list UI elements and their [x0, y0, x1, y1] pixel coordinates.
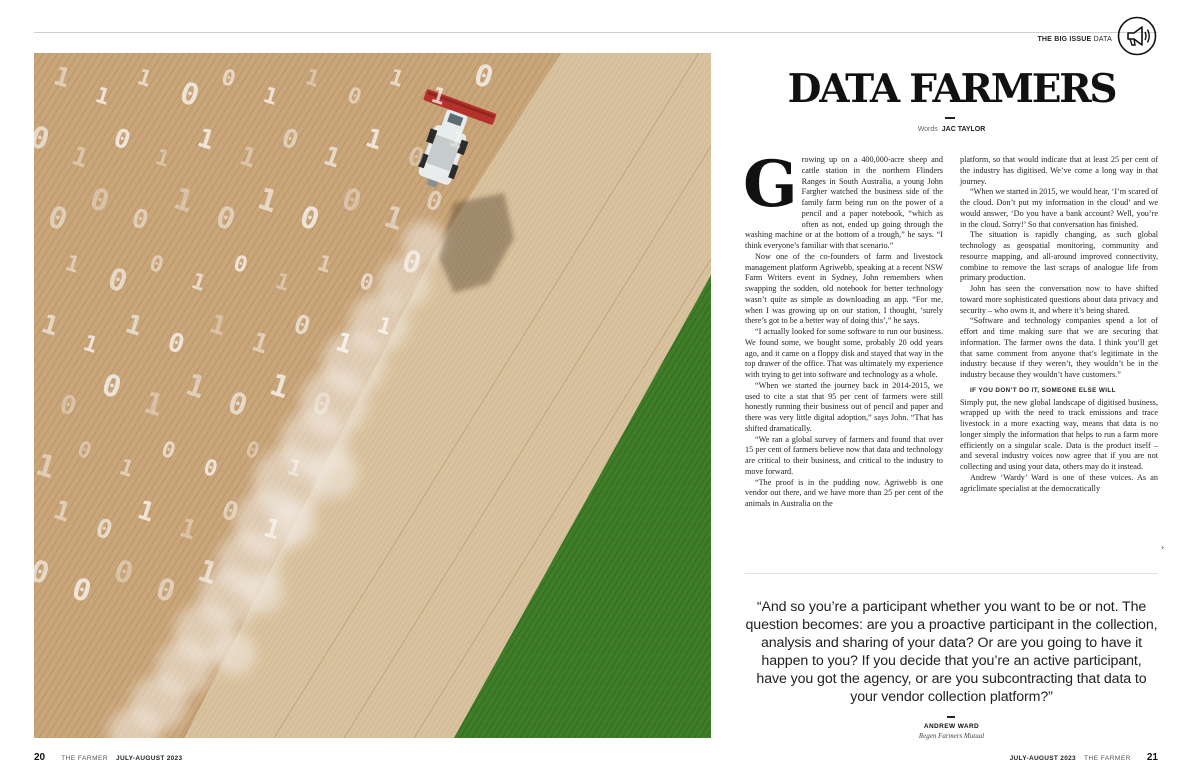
binary-digit: 0	[403, 141, 428, 175]
pull-quote: “And so you’re a participant whether you want to be or not. The question becomes: are you a proactive participant in the collection, analysis and sharing of your data? Or are you going to have it happen to you? If you decide that you’re an active participant, have you got the agency, or are you subcontracting that data to your vendor collection platform?”	[745, 599, 1158, 706]
paragraph: “We ran a global survey of farmers and found that over 15 per cent of farmers believe now that data and technology are critical to their business, and critical to the industry to move forward.	[745, 434, 943, 476]
section-divider	[745, 573, 1158, 574]
binary-digit: 1	[265, 367, 294, 407]
binary-digit: 0	[163, 327, 188, 361]
binary-digit: 0	[218, 64, 239, 93]
quote-attribution-org: Regen Farmers Mutual	[918, 732, 985, 740]
section-tag-light: DATA	[1093, 36, 1112, 43]
binary-digit: 1	[34, 447, 60, 487]
binary-digit: 0	[85, 181, 114, 221]
binary-digit: 0	[230, 250, 251, 279]
binary-digit: 1	[134, 64, 155, 93]
paragraph: Andrew ‘Wardy’ Ward is one of these voices. As an agriclimate specialist at the democratically	[960, 472, 1158, 493]
binary-digit: 1	[379, 199, 408, 239]
section-tag-bold: THE BIG ISSUE	[1037, 36, 1092, 43]
binary-digit: 1	[272, 268, 293, 297]
paragraph: The situation is rapidly changing, as such global technology as geospatial monitoring, community and resource mapping, and all-around improved connectivity, combine to remove the last scraps of analogue life from primary production.	[960, 230, 1158, 283]
magazine-name-left: THE FARMER	[61, 755, 109, 762]
paragraph: John has seen the conversation now to have shifted toward more sophisticated questions about data privacy and security – who owns it, and where it’s being shared.	[960, 284, 1158, 315]
binary-digit: 0	[223, 385, 252, 425]
issue-date-right: JULY-AUGUST 2023	[1009, 755, 1076, 762]
byline-label: Words	[917, 126, 938, 133]
binary-digit: 1	[169, 181, 198, 221]
megaphone-icon	[1117, 16, 1157, 56]
binary-digit: 1	[116, 454, 137, 483]
paragraph: Simply put, the new global landscape of digitised business, wrapped up with the need to track emissions and trace livestock in a more exacting way, means that data is no longer simply the information that helps to run a farm more efficiently on a singular scale. Data is the product itself – and several industry voices now agree that if you are not collecting and using your data, others may do it instead.	[960, 397, 1158, 471]
binary-digit: 0	[307, 385, 336, 425]
paragraph: “When we started the journey back in 2014-2015, we used to cite a stat that 95 per cent of farmers were still honestly running their business out of pencil and paper and there was very little digital adoption,” says John. “That has shifted dramatically.	[745, 380, 943, 433]
binary-digit: 0	[158, 436, 179, 465]
binary-digit: 0	[146, 250, 167, 279]
binary-digit: 0	[344, 82, 365, 111]
binary-digit: 0	[127, 203, 152, 237]
title-dash	[945, 117, 955, 119]
binary-digit: 1	[92, 82, 113, 111]
binary-digit: 0	[34, 119, 54, 159]
binary-digit: 1	[193, 553, 222, 593]
binary-digit: 1	[253, 181, 282, 221]
binary-digit: 1	[49, 61, 74, 95]
magazine-name-right: THE FARMER	[1083, 755, 1131, 762]
binary-digit: 0	[397, 243, 426, 283]
binary-digit: 1	[175, 513, 200, 547]
binary-digit: 1	[361, 123, 386, 157]
binary-digit: 0	[200, 454, 221, 483]
binary-digit: 1	[247, 327, 272, 361]
paragraph: “The proof is in the pudding now. Agriwebb is one vendor out there, and we have more than 25 per cent of the animals in Australia on the	[745, 477, 943, 508]
page-number-right: 21	[1146, 752, 1158, 763]
paragraph: “When we started in 2015, we would hear, ‘I’m scared of the cloud. Don’t put my information in the cloud’ and we would answer, ‘Do you have a bank account? Well, you’re in the cloud. Sorry!’ So that conversation has finished.	[960, 187, 1158, 229]
binary-digit: 1	[121, 309, 146, 343]
aerial-field-photo	[34, 53, 711, 738]
binary-digit: 0	[55, 389, 80, 423]
binary-digit: 0	[356, 268, 377, 297]
binary-digit: 1	[260, 82, 281, 111]
binary-digit: 0	[295, 199, 324, 239]
binary-digit: 1	[139, 385, 168, 425]
photo-illustration	[34, 53, 711, 738]
paragraph: “Software and technology companies spend a lot of effort and time making sure that we are securing that information. The farmer owns the data. I think you’ll get that same comment from anyone that’s legitimate in the industry because if they weren’t, they wouldn’t be in the industry because they wouldn’t have customers.”	[960, 316, 1158, 379]
binary-digit: 1	[235, 141, 260, 175]
paragraph: “I actually looked for some software to run our business. We found some, we bought some, probably 20 odd years ago, and it came on a floppy disk and stayed that way in the top drawer of the office. That was ultimately my experience with trying to get into software and technology as a whole.	[745, 327, 943, 379]
binary-digit: 0	[151, 571, 180, 611]
binary-digit: 1	[193, 123, 218, 157]
quote-dash	[947, 716, 955, 718]
article-column-1	[743, 147, 943, 510]
issue-date-left: JULY-AUGUST 2023	[116, 755, 183, 762]
section-tag	[1037, 36, 1112, 43]
binary-digit: 0	[175, 75, 204, 115]
binary-digit: 1	[319, 141, 344, 175]
article-title: DATA FARMERS	[787, 66, 1116, 112]
binary-digit: 1	[181, 367, 210, 407]
continue-arrow-icon: ›	[1161, 543, 1165, 552]
binary-digit: 0	[109, 553, 138, 593]
binary-digit: 0	[469, 57, 498, 97]
binary-digit: 0	[97, 367, 126, 407]
paragraph: rowing up on a 400,000-acre sheep and cattle station in the northern Flinders Ranges in South Australia, a young John Fargher watched the business side of the family farm being run on the power of a pencil and a paper notebook, “which as often as not, ended up going through the washing machine or at the bottom of a trough,” he says. “I think everyone’s familiar with that scenario.”	[745, 155, 943, 250]
binary-digit: 1	[188, 268, 209, 297]
footer-left	[34, 752, 182, 763]
paragraph: Now one of the co-founders of farm and livestock management platform Agriwebb, speaking at a recent NSW Farm Writers event in Sydney, John remembers when swapping the sodden, old notebook for better technology wasn’t quite as simple as downloading an app. “For me, when I was growing up on our station, I thought, ‘surely there’s got to be a better way of doing this’,” he says.	[745, 251, 943, 326]
binary-digit: 0	[421, 185, 446, 219]
binary-digit: 0	[91, 513, 116, 547]
top-rule	[34, 32, 1158, 33]
binary-digit: 0	[217, 495, 242, 529]
dust-puff	[212, 631, 256, 675]
subheading: IF YOU DON’T DO IT, SOMEONE ELSE WILL	[970, 386, 1116, 394]
binary-digit: 1	[80, 330, 101, 359]
binary-digit: 0	[337, 181, 366, 221]
binary-digit: 1	[331, 327, 356, 361]
binary-digit: 0	[67, 571, 96, 611]
binary-digit: 1	[133, 495, 158, 529]
footer-right	[1010, 752, 1158, 763]
binary-digit: 1	[49, 495, 74, 529]
page-number-left: 20	[34, 752, 46, 763]
binary-digit: 1	[386, 64, 407, 93]
binary-digit: 0	[34, 553, 54, 593]
byline-author: JAC TAYLOR	[941, 126, 986, 133]
binary-digit: 1	[205, 309, 230, 343]
binary-digit: 0	[277, 123, 302, 157]
byline	[745, 126, 1158, 133]
binary-digit: 1	[284, 454, 305, 483]
binary-digit: 1	[446, 126, 467, 155]
dust-puff	[244, 573, 284, 613]
paragraph: platform, so that would indicate that at least 25 per cent of the industry has digitised. We’ve come a long way in that journey.	[960, 155, 1158, 186]
binary-digit: 1	[374, 312, 395, 341]
binary-digit: 0	[109, 123, 134, 157]
binary-digit: 1	[302, 64, 323, 93]
binary-digit: 1	[152, 144, 173, 173]
binary-digit: 0	[43, 199, 72, 239]
binary-digit: 0	[242, 436, 263, 465]
binary-digit: 1	[428, 82, 449, 111]
binary-digit: 1	[314, 250, 335, 279]
binary-digit: 1	[37, 309, 62, 343]
binary-digit: 0	[289, 309, 314, 343]
drop-cap: G	[743, 147, 798, 222]
binary-digit: 1	[67, 141, 92, 175]
article-column-2	[960, 155, 1158, 494]
binary-digit: 0	[103, 261, 132, 301]
binary-digit: 0	[211, 199, 240, 239]
binary-digit: 1	[259, 513, 284, 547]
binary-digit: 0	[74, 436, 95, 465]
quote-attribution-name: ANDREW WARD	[923, 723, 980, 730]
binary-digit: 1	[62, 250, 83, 279]
dust-puff	[310, 449, 358, 497]
